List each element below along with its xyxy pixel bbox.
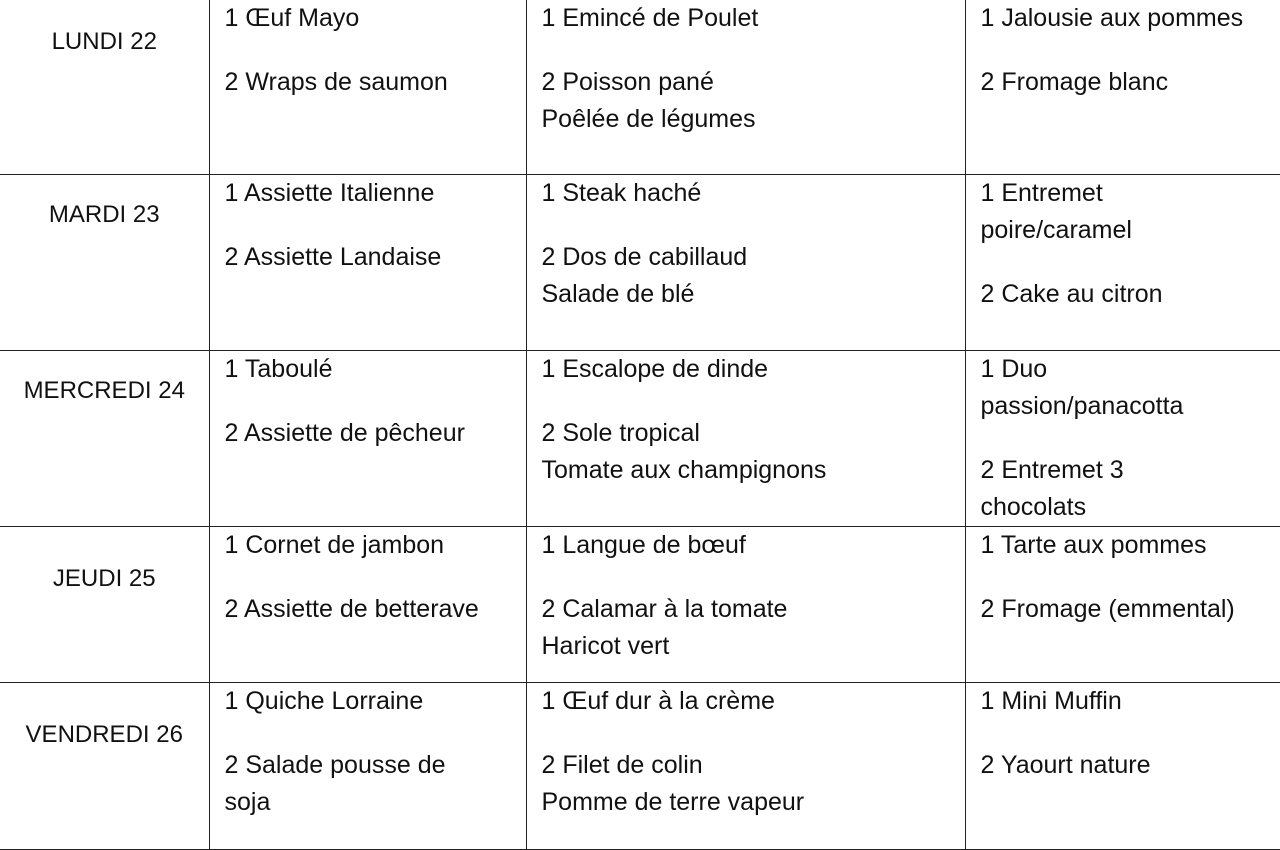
day-label: MARDI 23: [48, 201, 160, 228]
plat-accompaniment: Haricot vert: [541, 631, 670, 660]
entree-cell: [209, 0, 526, 174]
menu-row-jeudi: [0, 526, 1280, 682]
dessert-cell: [965, 350, 1280, 526]
dessert-option-1: 1 Tarte aux pommes: [980, 530, 1207, 559]
plat-option-1: 1 Œuf dur à la crème: [541, 686, 775, 715]
day-cell: [0, 682, 209, 849]
dessert-cell: [965, 0, 1280, 174]
plat-accompaniment: Tomate aux champignons: [541, 455, 827, 484]
dessert-option-2: 2 Fromage blanc: [980, 68, 1169, 96]
entree-cell: [209, 350, 526, 526]
plat-accompaniment: Salade de blé: [541, 279, 695, 308]
plat-option-2: 2 Filet de colin: [541, 750, 703, 779]
plat-option-2: 2 Sole tropical: [541, 418, 700, 447]
plat-option-1: 1 Escalope de dinde: [541, 354, 769, 383]
dessert-option-2: 2 Fromage (emmental): [980, 594, 1235, 623]
entree-option-1: 1 Cornet de jambon: [224, 530, 445, 559]
day-label: VENDREDI 26: [25, 720, 183, 748]
day-label: MERCREDI 24: [23, 377, 185, 404]
dessert-option-1: 1 Mini Muffin: [980, 686, 1122, 715]
plat-cell: [526, 0, 965, 174]
entree-cell: [209, 174, 526, 350]
entree-option-1: 1 Assiette Italienne: [224, 178, 435, 207]
entree-option-1: 1 Quiche Lorraine: [224, 686, 424, 715]
day-cell: [0, 174, 209, 350]
plat-option-2: 2 Calamar à la tomate: [541, 594, 788, 623]
dessert-option-2: 2 Yaourt nature: [980, 750, 1151, 779]
dessert-option-1: 1 Entremet poire/caramel: [980, 178, 1132, 244]
dessert-option-2: 2 Entremet 3 chocolats: [980, 455, 1124, 521]
plat-accompaniment: Poêlée de légumes: [541, 105, 756, 133]
entree-option-1: 1 Taboulé: [224, 354, 333, 383]
entree-cell: [209, 526, 526, 682]
menu-row-mercredi: [0, 350, 1280, 526]
dessert-cell: [965, 174, 1280, 350]
day-label: LUNDI 22: [51, 27, 157, 55]
entree-option-2: 2 Assiette de betterave: [224, 594, 479, 623]
plat-cell: [526, 174, 965, 350]
plat-option-1: 1 Steak haché: [541, 178, 702, 207]
plat-cell: [526, 682, 965, 849]
dessert-option-1: 1 Duo passion/panacotta: [980, 354, 1184, 420]
plat-accompaniment: Pomme de terre vapeur: [541, 787, 805, 816]
dessert-cell: [965, 526, 1280, 682]
dessert-option-1: 1 Jalousie aux pommes: [980, 4, 1244, 32]
entree-option-2: 2 Assiette Landaise: [224, 242, 442, 271]
entree-option-2: 2 Assiette de pêcheur: [224, 418, 465, 447]
plat-option-1: 1 Emincé de Poulet: [541, 4, 759, 32]
day-label: JEUDI 25: [52, 565, 156, 592]
entree-option-2: 2 Wraps de saumon: [224, 68, 448, 96]
entree-option-2: 2 Salade pousse de soja: [224, 750, 446, 816]
day-cell: [0, 350, 209, 526]
plat-option-2: 2 Dos de cabillaud: [541, 242, 748, 271]
menu-row-vendredi: [0, 682, 1280, 849]
dessert-option-2: 2 Cake au citron: [980, 279, 1163, 308]
plat-cell: [526, 526, 965, 682]
plat-cell: [526, 350, 965, 526]
entree-cell: [209, 682, 526, 849]
menu-row-lundi: [0, 0, 1280, 174]
day-cell: [0, 526, 209, 682]
menu-row-mardi: [0, 174, 1280, 350]
plat-option-1: 1 Langue de bœuf: [541, 530, 746, 559]
dessert-cell: [965, 682, 1280, 849]
plat-option-2: 2 Poisson pané: [541, 68, 714, 96]
entree-option-1: 1 Œuf Mayo: [224, 4, 360, 32]
day-cell: [0, 0, 209, 174]
